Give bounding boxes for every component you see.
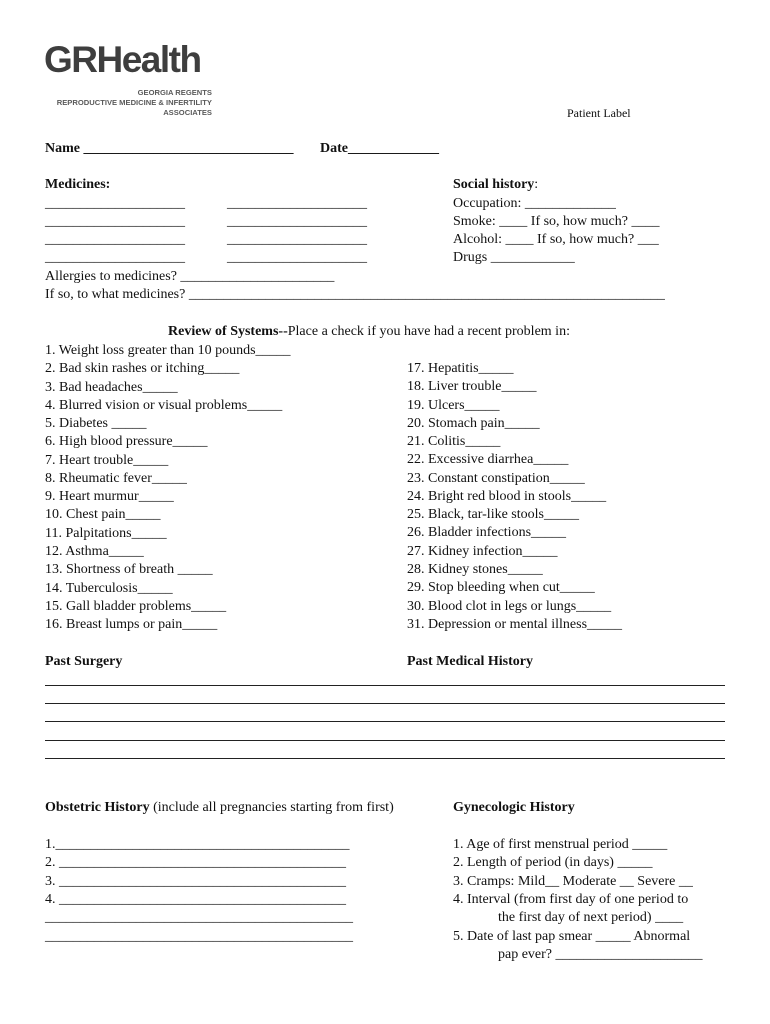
history-line[interactable] bbox=[45, 740, 725, 741]
history-line[interactable] bbox=[45, 758, 725, 759]
review-item[interactable]: 23. Constant constipation_____ bbox=[407, 470, 585, 486]
review-item[interactable]: 30. Blood clot in legs or lungs_____ bbox=[407, 598, 612, 614]
past-surgery-heading: Past Surgery bbox=[45, 654, 123, 669]
medicines-heading: Medicines: bbox=[45, 177, 111, 192]
alcohol-field[interactable]: Alcohol: ____ If so, how much? ___ bbox=[453, 232, 659, 247]
review-item[interactable]: 11. Palpitations_____ bbox=[45, 525, 167, 541]
review-item[interactable]: 12. Asthma_____ bbox=[45, 543, 144, 559]
review-item[interactable]: 6. High blood pressure_____ bbox=[45, 434, 208, 450]
logo-line-1: GEORGIA REGENTS bbox=[137, 88, 212, 97]
obstetric-item[interactable]: ____________________________________________ bbox=[45, 910, 353, 926]
patient-label: Patient Label bbox=[567, 106, 631, 120]
gyn-item-3[interactable]: 3. Cramps: Mild__ Moderate __ Severe __ bbox=[453, 874, 693, 889]
review-item[interactable]: 10. Chest pain_____ bbox=[45, 507, 161, 523]
date-field[interactable]: Date_____________ bbox=[320, 141, 439, 156]
review-item[interactable]: 28. Kidney stones_____ bbox=[407, 561, 543, 577]
gyn-item-4-cont[interactable]: the first day of next period) ____ bbox=[498, 910, 684, 925]
review-item[interactable]: 24. Bright red blood in stools_____ bbox=[407, 488, 607, 504]
gynecologic-history-heading: Gynecologic History bbox=[453, 800, 575, 815]
obstetric-item[interactable]: ____________________________________________ bbox=[45, 928, 353, 944]
review-item[interactable]: 20. Stomach pain_____ bbox=[407, 415, 540, 431]
logo-line-2: REPRODUCTIVE MEDICINE & INFERTILITY bbox=[56, 98, 212, 107]
gyn-item-1[interactable]: 1. Age of first menstrual period _____ bbox=[453, 837, 668, 852]
medicine-line[interactable]: ____________________ bbox=[45, 196, 185, 211]
medicine-line[interactable]: ____________________ bbox=[227, 196, 367, 211]
medicine-line[interactable]: ____________________ bbox=[227, 214, 367, 229]
review-item[interactable]: 17. Hepatitis_____ bbox=[407, 361, 514, 376]
gyn-item-5: 5. Date of last pap smear _____ Abnormal bbox=[453, 929, 691, 944]
review-item[interactable]: 21. Colitis_____ bbox=[407, 434, 501, 450]
past-medical-history-heading: Past Medical History bbox=[407, 654, 533, 669]
history-line[interactable] bbox=[45, 721, 725, 722]
social-history-heading: Social history: bbox=[453, 177, 539, 192]
review-item[interactable]: 19. Ulcers_____ bbox=[407, 397, 500, 413]
review-item[interactable]: 4. Blurred vision or visual problems_____ bbox=[45, 397, 283, 413]
review-item[interactable]: 14. Tuberculosis_____ bbox=[45, 580, 173, 596]
obstetric-item[interactable]: 4. _________________________________________ bbox=[45, 891, 346, 907]
obstetric-item[interactable]: 1.__________________________________________ bbox=[45, 837, 350, 852]
gyn-item-5-cont[interactable]: pap ever? _____________________ bbox=[498, 947, 703, 962]
gyn-item-4: 4. Interval (from first day of one period to bbox=[453, 892, 689, 907]
review-item[interactable]: 31. Depression or mental illness_____ bbox=[407, 616, 623, 632]
review-item[interactable]: 27. Kidney infection_____ bbox=[407, 543, 558, 559]
medicine-line[interactable]: ____________________ bbox=[227, 250, 367, 265]
review-item[interactable]: 7. Heart trouble_____ bbox=[45, 452, 169, 468]
review-item[interactable]: 3. Bad headaches_____ bbox=[45, 379, 178, 395]
review-item[interactable]: 18. Liver trouble_____ bbox=[407, 379, 537, 395]
review-of-systems-heading: Review of Systems--Place a check if you have had a recent problem in: bbox=[168, 324, 570, 339]
medicine-line[interactable]: ____________________ bbox=[45, 250, 185, 265]
history-line[interactable] bbox=[45, 703, 725, 704]
obstetric-item[interactable]: 2. _________________________________________ bbox=[45, 855, 346, 871]
review-item[interactable]: 9. Heart murmur_____ bbox=[45, 489, 174, 505]
review-item[interactable]: 13. Shortness of breath _____ bbox=[45, 562, 213, 578]
review-item[interactable]: 1. Weight loss greater than 10 pounds_____ bbox=[45, 343, 291, 358]
review-item[interactable]: 8. Rheumatic fever_____ bbox=[45, 470, 187, 486]
allergies-field[interactable]: Allergies to medicines? ______________________ bbox=[45, 269, 335, 284]
medicine-line[interactable]: ____________________ bbox=[227, 232, 367, 247]
review-item[interactable]: 15. Gall bladder problems_____ bbox=[45, 598, 227, 614]
medicine-line[interactable]: ____________________ bbox=[45, 214, 185, 229]
review-item[interactable]: 5. Diabetes _____ bbox=[45, 416, 147, 432]
occupation-field[interactable]: Occupation: _____________ bbox=[453, 196, 616, 211]
smoke-field[interactable]: Smoke: ____ If so, how much? ____ bbox=[453, 214, 660, 229]
obstetric-item[interactable]: 3. _________________________________________ bbox=[45, 873, 346, 889]
name-field[interactable]: Name ______________________________ bbox=[45, 141, 294, 156]
review-item[interactable]: 29. Stop bleeding when cut_____ bbox=[407, 580, 595, 596]
review-item[interactable]: 26. Bladder infections_____ bbox=[407, 525, 567, 541]
drugs-field[interactable]: Drugs ____________ bbox=[453, 250, 575, 265]
obstetric-history-heading: Obstetric History (include all pregnancies starting from first) bbox=[45, 800, 394, 815]
gyn-item-2[interactable]: 2. Length of period (in days) _____ bbox=[453, 855, 653, 870]
review-item[interactable]: 16. Breast lumps or pain_____ bbox=[45, 617, 218, 633]
logo-wordmark: GRHealth bbox=[44, 39, 201, 80]
allergy-medicines-field[interactable]: If so, to what medicines? ____________________________________________________________________ bbox=[45, 287, 665, 302]
review-item[interactable]: 25. Black, tar-like stools_____ bbox=[407, 507, 579, 523]
review-item[interactable]: 22. Excessive diarrhea_____ bbox=[407, 452, 569, 468]
logo-line-3: ASSOCIATES bbox=[163, 108, 212, 117]
medicine-line[interactable]: ____________________ bbox=[45, 232, 185, 247]
history-line[interactable] bbox=[45, 685, 725, 686]
review-item[interactable]: 2. Bad skin rashes or itching_____ bbox=[45, 361, 240, 377]
